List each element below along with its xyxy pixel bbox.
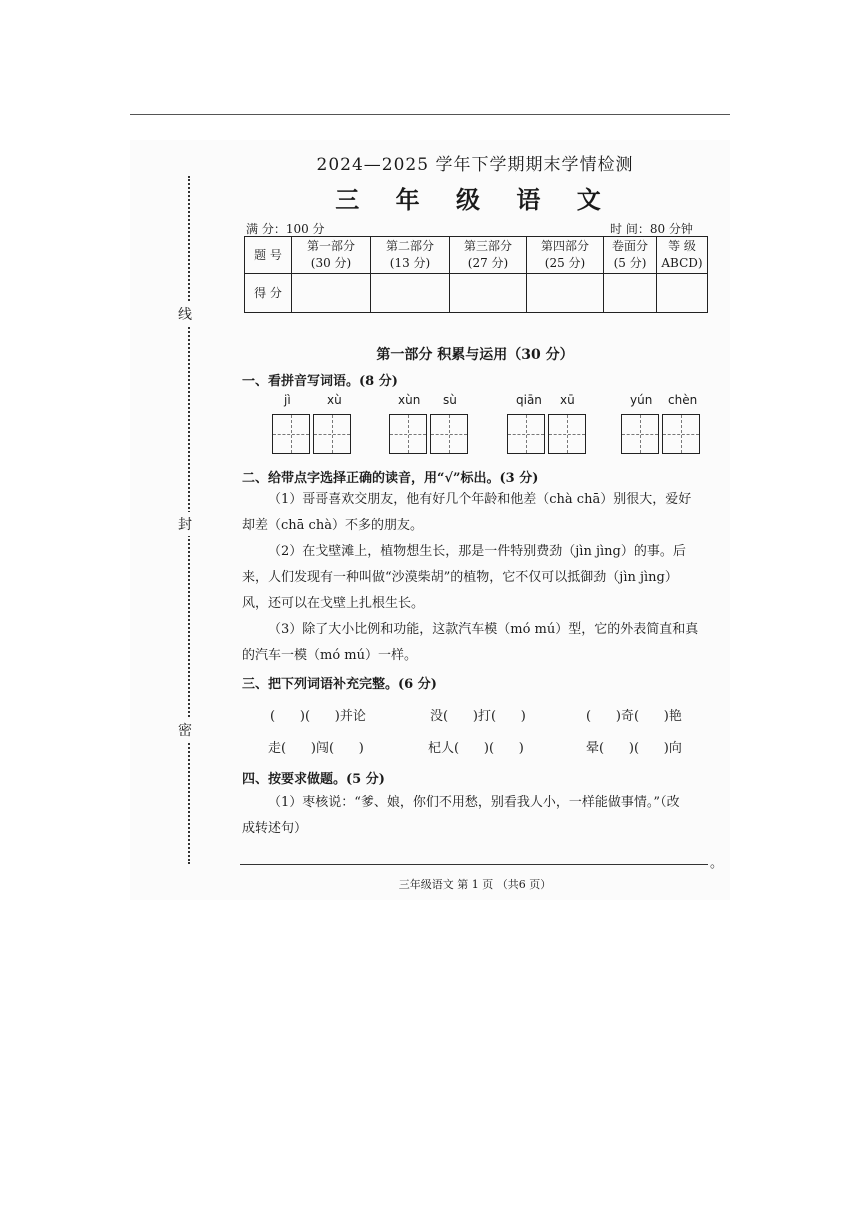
q4-item1	[242, 790, 712, 842]
pinyin-1: jì	[284, 393, 291, 407]
q4-item1-line2: 成转述句）	[242, 821, 308, 836]
score-cell-grade[interactable]	[657, 274, 708, 313]
q3-heading: 三、把下列词语补充完整。(6 分)	[242, 677, 437, 692]
score-cell-part4[interactable]	[527, 274, 604, 313]
page-footer: 三年级语文 第 1 页 （共6 页）	[398, 878, 552, 891]
score-cell-part1[interactable]	[292, 274, 371, 313]
score-label-cell: 得 分	[245, 274, 292, 313]
col-grade: 等 级 ABCD)	[657, 237, 708, 274]
binding-char-line: 线	[178, 302, 192, 326]
col-part1: 第一部分 (30 分)	[292, 237, 371, 274]
binding-char-secret: 密	[178, 718, 192, 742]
score-cell-part3[interactable]	[450, 274, 527, 313]
exam-subject: 三 年 级 语 文	[335, 185, 615, 214]
writing-box[interactable]	[272, 414, 310, 454]
writing-box[interactable]	[621, 414, 659, 454]
full-marks: 满 分：100 分	[246, 222, 325, 236]
col-part3: 第三部分 (27 分)	[450, 237, 527, 274]
writing-box[interactable]	[389, 414, 427, 454]
score-cell-part2[interactable]	[371, 274, 450, 313]
answer-end-mark: 。	[710, 856, 724, 871]
idiom-blank[interactable]: ( )奇( )艳	[586, 709, 682, 724]
q2-item1	[242, 487, 712, 539]
q2-item1-line2: 却差（chā chà）不多的朋友。	[242, 518, 423, 533]
score-table	[244, 236, 708, 313]
col-part2: 第二部分 (13 分)	[371, 237, 450, 274]
idiom-blank[interactable]: ( )( )并论	[270, 709, 366, 724]
q2-item2-line1: （2）在戈壁滩上，植物想生长，那是一件特别费劲（jìn jìng）的事。后	[268, 544, 686, 559]
writing-box[interactable]	[662, 414, 700, 454]
idiom-blank[interactable]: 走( )闯( )	[268, 741, 364, 756]
top-rule	[130, 114, 730, 115]
score-cell-neatness[interactable]	[604, 274, 657, 313]
writing-box[interactable]	[507, 414, 545, 454]
q4-item1-line1: （1）枣核说：“爹、娘，你们不用愁，别看我人小，一样能做事情。”（改	[268, 795, 680, 810]
q2-heading: 二、给带点字选择正确的读音，用“√”标出。(3 分)	[242, 471, 539, 486]
writing-box[interactable]	[313, 414, 351, 454]
binding-char-seal: 封	[178, 512, 192, 536]
pinyin-4: sù	[443, 393, 457, 407]
exam-time: 时 间：80 分钟	[610, 222, 693, 236]
col-part4: 第四部分 (25 分)	[527, 237, 604, 274]
writing-box[interactable]	[430, 414, 468, 454]
writing-box[interactable]	[548, 414, 586, 454]
idiom-blank[interactable]: 没( )打( )	[430, 709, 526, 724]
pinyin-5: qiān	[516, 393, 542, 407]
part1-title: 第一部分 积累与运用（30 分）	[376, 347, 574, 363]
q2-item2	[242, 539, 712, 617]
q2-item3-line1: （3）除了大小比例和功能，这款汽车模（mó mú）型，它的外表简直和真	[268, 622, 699, 637]
pinyin-7: yún	[630, 393, 653, 407]
col-neatness: 卷面分 (5 分)	[604, 237, 657, 274]
q2-item2-line3: 风，还可以在戈壁上扎根生长。	[242, 596, 425, 611]
q2-item2-line2: 来，人们发现有一种叫做“沙漠柴胡”的植物，它不仅可以抵御劲（jìn jìng）	[242, 570, 678, 585]
idiom-blank[interactable]: 晕( )( )向	[586, 741, 682, 756]
pinyin-2: xù	[327, 393, 342, 407]
score-table-header-row	[245, 237, 708, 274]
header-label-cell: 题 号	[245, 237, 292, 274]
q1-heading: 一、看拼音写词语。(8 分)	[242, 374, 398, 389]
pinyin-8: chèn	[668, 393, 698, 407]
q4-heading: 四、按要求做题。(5 分)	[242, 772, 385, 787]
answer-line[interactable]	[240, 864, 708, 865]
q2-item3	[242, 617, 712, 669]
exam-title: 2024—2025 学年下学期期末学情检测	[316, 155, 634, 175]
q2-item3-line2: 的汽车一模（mó mú）一样。	[242, 648, 417, 663]
score-table-score-row	[245, 274, 708, 313]
idiom-blank[interactable]: 杞人( )( )	[428, 741, 524, 756]
pinyin-3: xùn	[398, 393, 421, 407]
q2-item1-line1: （1）哥哥喜欢交朋友，他有好几个年龄和他差（chà chā）别很大，爱好	[268, 492, 692, 507]
pinyin-6: xū	[560, 393, 575, 407]
